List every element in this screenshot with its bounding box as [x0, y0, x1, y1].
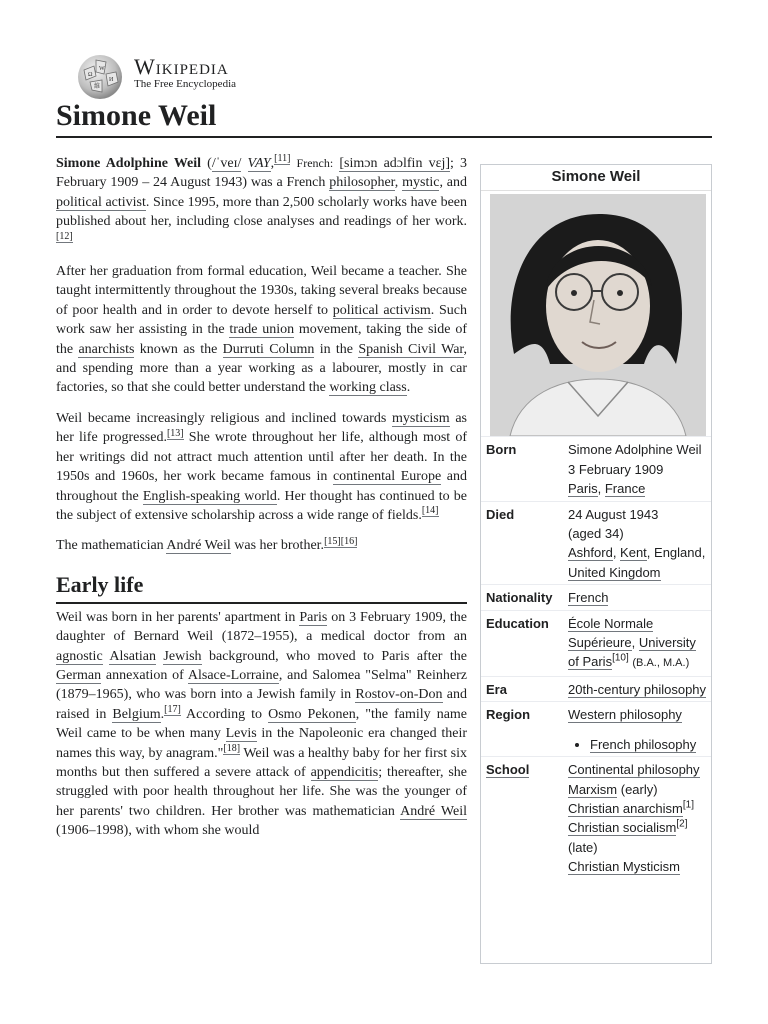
- link-ashford[interactable]: Ashford: [568, 545, 613, 561]
- link-agnostic[interactable]: agnostic: [56, 648, 103, 664]
- infobox-row-died: [481, 501, 711, 585]
- link-christian-anarchism[interactable]: Christian anarchism: [568, 800, 683, 816]
- para-text: She wrote throughout her life, although most of her writings did not attract much attention until after her death. In the 1950s and 1960s, her work became famous in: [56, 430, 467, 485]
- link-trade-union[interactable]: trade union: [229, 322, 295, 338]
- link-french-philosophy[interactable]: French philosophy: [590, 736, 697, 752]
- french-ipa-link[interactable]: [simɔn adɔlfin vɛj]: [339, 156, 451, 171]
- link-ens[interactable]: École Normale Supérieure: [568, 615, 654, 651]
- infobox-label: Born: [486, 442, 517, 458]
- infobox-row-education: [481, 610, 711, 676]
- section-heading-early-life: Early life: [56, 570, 467, 604]
- ref-16[interactable]: [16]: [340, 535, 358, 547]
- infobox-value: [568, 705, 708, 754]
- infobox-label: Education: [486, 615, 549, 631]
- link-english-speaking-world[interactable]: English-speaking world: [142, 488, 277, 504]
- para-text: and throughout the: [56, 469, 468, 504]
- list-item: [590, 735, 708, 754]
- marxism-note: (early): [620, 781, 658, 797]
- link-kent[interactable]: Kent: [620, 545, 647, 561]
- link-french[interactable]: French: [568, 590, 609, 606]
- title-divider: [56, 136, 712, 138]
- link-osmo-pekonen[interactable]: Osmo Pekonen: [268, 706, 356, 722]
- link-german[interactable]: German: [56, 667, 102, 683]
- link-born-france[interactable]: France: [604, 481, 646, 497]
- site-tagline: The Free Encyclopedia: [134, 78, 237, 90]
- infobox-label: [481, 760, 568, 876]
- link-20th-century-philosophy[interactable]: 20th-century philosophy: [568, 681, 707, 697]
- wikipedia-globe-logo[interactable]: [74, 52, 126, 100]
- link-marxism[interactable]: Marxism: [568, 781, 618, 797]
- para-text: After her graduation from formal education, Weil became a teacher. She taught intermittently throughout the 1930s, taking several breaks because of poor health and in order to devote herself to: [56, 264, 467, 318]
- link-mystic[interactable]: mystic: [402, 175, 440, 191]
- link-born-paris[interactable]: Paris: [568, 481, 598, 497]
- link-alsace-lorraine[interactable]: Alsace-Lorraine: [187, 667, 279, 683]
- link-mysticism[interactable]: mysticism: [392, 410, 450, 426]
- infobox-value: 24 August 1943 (aged 34) Ashford, Kent, England, United Kingdom: [568, 505, 708, 583]
- link-political-activist[interactable]: political activist: [56, 194, 146, 210]
- link-rostov-on-don[interactable]: Rostov-on-Don: [355, 687, 443, 703]
- link-western-philosophy[interactable]: Western philosophy: [568, 707, 682, 723]
- lead-text: ; 3 February 1909 – 24 August 1943) was a French: [56, 156, 468, 191]
- link-university-of-paris[interactable]: University of Paris: [568, 635, 696, 670]
- link-political-activism[interactable]: political activism: [332, 302, 431, 318]
- respelling-link[interactable]: VAY: [247, 156, 271, 171]
- ref-15[interactable]: [15]: [324, 535, 341, 547]
- infobox-row-born: [481, 436, 711, 500]
- para-text: ; thereafter, she struggled with poor health throughout her life. She was the younger of her parents' two children. Her brother was mathematician: [56, 764, 467, 819]
- para-text: as her life progressed.: [56, 410, 467, 446]
- link-jewish[interactable]: Jewish: [163, 648, 202, 664]
- site-name: Wikipedia: [134, 54, 229, 79]
- link-levis[interactable]: Levis: [225, 726, 257, 742]
- socialism-note: (late): [568, 839, 598, 855]
- para-text: Weil became increasingly religious and inclined towards: [56, 410, 387, 426]
- link-paris[interactable]: Paris: [299, 609, 328, 625]
- para-text: in the Napoleonic era changed their names this way, by anagram.": [56, 726, 467, 761]
- para-text: . Such work saw her assisting in the: [56, 302, 468, 338]
- para-text: The mathematician: [56, 538, 164, 554]
- para-text: on 3 February 1909, the daughter of Bernard Weil (1872–1955), a medical doctor from an: [56, 609, 467, 645]
- ref-12[interactable]: [12]: [56, 230, 73, 242]
- link-working-class[interactable]: working class: [329, 380, 407, 396]
- link-alsatian[interactable]: Alsatian: [109, 648, 156, 664]
- lead-paragraph-2: [56, 262, 467, 398]
- para-text: , and Salomea "Selma" Reinherz (1879–1965), who was born into a Jewish family in: [56, 667, 468, 703]
- link-continental-philosophy[interactable]: Continental philosophy: [568, 762, 700, 778]
- french-label: French:: [296, 156, 334, 170]
- infobox-row-region: [481, 701, 711, 756]
- infobox: [480, 164, 712, 964]
- para-text: Weil was born in her parents' apartment in: [56, 609, 296, 625]
- infobox-value: [568, 680, 708, 699]
- infobox-value: [568, 760, 708, 876]
- link-andre-weil-2[interactable]: André Weil: [400, 803, 467, 819]
- para-text: , "the family name Weil came to be when many: [56, 706, 468, 742]
- infobox-label: Nationality: [486, 590, 553, 606]
- link-andre-weil[interactable]: André Weil: [166, 538, 231, 554]
- died-date: 24 August 1943: [568, 506, 659, 522]
- article-body: [56, 154, 467, 852]
- region-sublist: [568, 735, 708, 754]
- para-text: movement, taking the side of the: [56, 322, 467, 357]
- para-text: background, who moved to Paris after the: [208, 648, 468, 664]
- infobox-label: Region: [486, 707, 531, 723]
- portrait-photo[interactable]: [490, 194, 706, 436]
- para-text: . Her thought has continued to be the subject of extensive scholarship across a wide range of fields.: [56, 488, 468, 523]
- infobox-row-school: [481, 756, 711, 878]
- para-text: .: [406, 380, 411, 396]
- link-belgium[interactable]: Belgium: [112, 706, 161, 722]
- subject-name: Simone Adolphine Weil: [56, 156, 202, 171]
- lead-text: . Since 1995, more than 2,500 scholarly works have been published about her, including close analyses and readings of her work.: [56, 194, 468, 230]
- para-text: According to: [186, 706, 263, 722]
- born-date: 3 February 1909: [568, 461, 664, 477]
- page-title: Simone Weil: [56, 99, 217, 132]
- infobox-title: Simone Weil: [481, 165, 711, 191]
- link-christian-mysticism[interactable]: Christian Mysticism: [568, 859, 680, 875]
- early-life-paragraph: [56, 608, 467, 841]
- para-text: annexation of: [105, 667, 184, 683]
- ref-10[interactable]: [10]: [612, 653, 629, 665]
- infobox-value: Simone Adolphine Weil 3 February 1909 Paris, France: [568, 440, 708, 498]
- ref-14[interactable]: [14]: [421, 505, 439, 517]
- died-age: (aged 34): [568, 526, 624, 542]
- para-text: and raised in: [56, 687, 468, 722]
- link-christian-socialism[interactable]: Christian socialism: [568, 820, 677, 836]
- ref-1[interactable]: [1]: [682, 799, 694, 811]
- svg-text:И: И: [109, 77, 114, 83]
- link-philosopher[interactable]: philosopher: [329, 175, 395, 191]
- wikipedia-wordmark[interactable]: [134, 56, 236, 91]
- ref-17[interactable]: [17]: [164, 704, 181, 716]
- para-text: (1906–1998), with whom she would: [56, 823, 260, 839]
- ref-2[interactable]: [2]: [676, 818, 688, 830]
- ipa-link[interactable]: /ˈveɪ/: [211, 156, 242, 171]
- infobox-value: [568, 588, 708, 607]
- link-durruti-column[interactable]: Durruti Column: [222, 341, 315, 357]
- lead-paragraph-3: [56, 409, 467, 525]
- ref-11[interactable]: [11]: [274, 153, 291, 165]
- lead-text: , and: [439, 175, 468, 191]
- lead-paragraph-1: Simone Adolphine Weil (/ˈveɪ/ VAY,[11] French: [simɔn adɔlfin vɛj]; 3 February 1909 – 24 August 1943) was a French philosopher, mystic, and political activist. Since 1995, more than 2,500 scholarly works have been published about her, including close analyses and readings of her work.[12]: [56, 153, 468, 242]
- died-england: England: [654, 545, 702, 561]
- svg-text:W: W: [99, 66, 105, 72]
- para-text: , and spending more than a year working as a labourer, mostly in car factories, so that she could better understand the: [56, 341, 468, 396]
- svg-text:Ω: Ω: [88, 72, 93, 78]
- infobox-label: Died: [486, 506, 515, 522]
- infobox-value: École Normale Supérieure, University of Paris[10] (B.A., M.A.): [568, 615, 696, 670]
- link-spanish-civil-war[interactable]: Spanish Civil War: [358, 341, 464, 357]
- ref-13[interactable]: [13]: [166, 427, 184, 439]
- link-appendicitis[interactable]: appendicitis: [310, 764, 379, 780]
- link-anarchists[interactable]: anarchists: [78, 341, 135, 357]
- lead-paragraph-4: [56, 536, 467, 555]
- link-school-label[interactable]: School: [486, 762, 530, 778]
- para-text: .: [160, 706, 165, 722]
- para-text: in the: [319, 341, 354, 357]
- education-degrees: (B.A., M.A.): [632, 657, 690, 670]
- infobox-row-nationality: [481, 584, 711, 609]
- infobox-row-era: [481, 676, 711, 701]
- para-text: known as the: [139, 341, 218, 357]
- link-continental-europe[interactable]: continental Europe: [332, 469, 442, 485]
- link-united-kingdom[interactable]: United Kingdom: [568, 564, 661, 580]
- ref-18[interactable]: [18]: [223, 742, 241, 754]
- infobox-label: Era: [486, 681, 507, 697]
- svg-text:維: 維: [94, 84, 101, 90]
- born-name: Simone Adolphine Weil: [568, 442, 702, 458]
- para-text: Weil was a healthy baby for her first six months but then suffered a severe attack of: [56, 745, 467, 780]
- para-text: was her brother.: [234, 538, 325, 554]
